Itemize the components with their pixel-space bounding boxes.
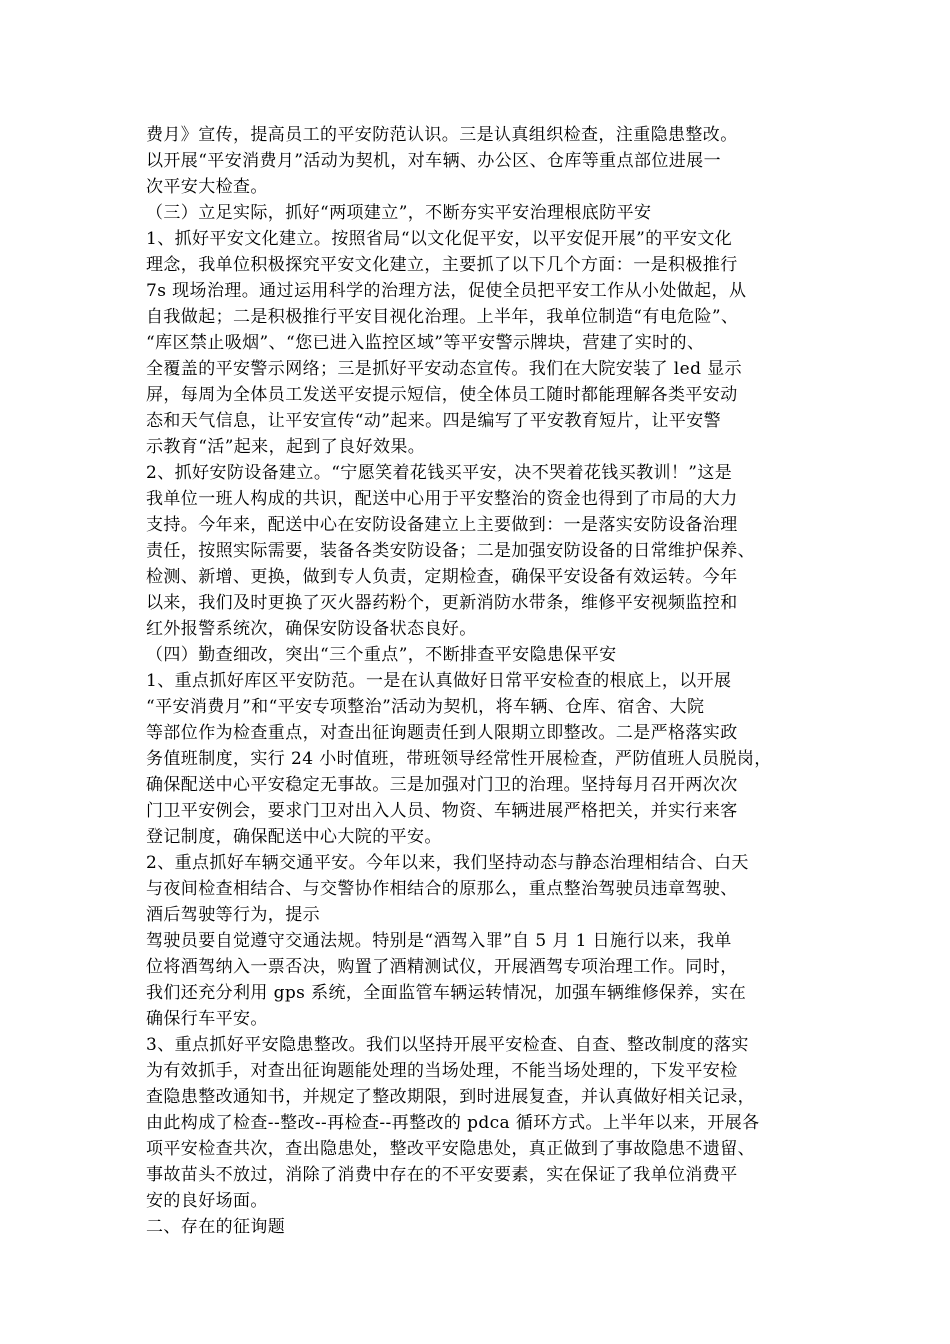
- text-line: 我单位一班人构成的共识，配送中心用于平安整治的资金也得到了市局的大力: [146, 489, 738, 509]
- section-heading: 二、存在的征询题: [146, 1217, 286, 1237]
- text-line: 7s 现场治理。通过运用科学的治理方法，促使全员把平安工作从小处做起，从: [146, 281, 747, 301]
- text-line: 位将酒驾纳入一票否决，购置了酒精测试仪，开展酒驾专项治理工作。同时，: [146, 957, 738, 977]
- text-line: 确保行车平安。: [146, 1009, 268, 1029]
- text-line: 等部位作为检查重点，对查出征询题责任到人限期立即整改。二是严格落实政: [146, 723, 738, 743]
- text-line: 全覆盖的平安警示网络；三是抓好平安动态宣传。我们在大院安装了 led 显示: [146, 359, 742, 379]
- text-line: 3、重点抓好平安隐患整改。我们以坚持开展平安检查、自查、整改制度的落实: [146, 1035, 749, 1055]
- section-heading: （四）勤查细改，突出“三个重点”，不断排查平安隐患保平安: [146, 645, 617, 665]
- text-line: 示教育“活”起来，起到了良好效果。: [146, 437, 426, 457]
- text-line: 以开展“平安消费月”活动为契机，对车辆、办公区、仓库等重点部位进展一: [146, 151, 721, 171]
- text-line: 屏，每周为全体员工发送平安提示短信，使全体员工随时都能理解各类平安动: [146, 385, 738, 405]
- text-line: 确保配送中心平安稳定无事故。三是加强对门卫的治理。坚持每月召开两次次: [146, 775, 738, 795]
- text-line: 登记制度，确保配送中心大院的平安。: [146, 827, 442, 847]
- text-line: 安的良好场面。: [146, 1191, 268, 1211]
- text-line: 1、重点抓好库区平安防范。一是在认真做好日常平安检查的根底上，以开展: [146, 671, 732, 691]
- text-line: 驾驶员要自觉遵守交通法规。特别是“酒驾入罪”自 5 月 1 日施行以来，我单: [146, 931, 732, 951]
- text-line: 务值班制度，实行 24 小时值班，带班领导经常性开展检查，严防值班人员脱岗，: [146, 749, 772, 769]
- text-line: 责任，按照实际需要，装备各类安防设备；二是加强安防设备的日常维护保养、: [146, 541, 755, 561]
- text-line: 以来，我们及时更换了灭火器药粉个，更新消防水带条，维修平安视频监控和: [146, 593, 738, 613]
- text-line: 为有效抓手，对查出征询题能处理的当场处理，不能当场处理的，下发平安检: [146, 1061, 738, 1081]
- text-line: 查隐患整改通知书，并规定了整改期限，到时进展复查，并认真做好相关记录，: [146, 1087, 755, 1107]
- text-line: 理念，我单位积极探究平安文化建立，主要抓了以下几个方面：一是积极推行: [146, 255, 738, 275]
- document-page: [146, 122, 826, 1240]
- text-line: 2、抓好安防设备建立。“宁愿笑着花钱买平安，决不哭着花钱买教训！”这是: [146, 463, 733, 483]
- text-line: “库区禁止吸烟”、“您已进入监控区域”等平安警示牌块，营建了实时的、: [146, 333, 705, 353]
- text-line: 与夜间检查相结合、与交警协作相结合的原那么，重点整治驾驶员违章驾驶、: [146, 879, 738, 899]
- text-line: 事故苗头不放过，消除了消费中存在的不平安要素，实在保证了我单位消费平: [146, 1165, 738, 1185]
- text-line: 态和天气信息，让平安宣传“动”起来。四是编写了平安教育短片，让平安警: [146, 411, 721, 431]
- text-line: 检测、新增、更换，做到专人负责，定期检查，确保平安设备有效运转。今年: [146, 567, 738, 587]
- text-line: 红外报警系统次，确保安防设备状态良好。: [146, 619, 477, 639]
- text-line: 门卫平安例会，要求门卫对出入人员、物资、车辆进展严格把关，并实行来客: [146, 801, 738, 821]
- text-line: 由此构成了检查--整改--再检查--再整改的 pdca 循环方式。上半年以来，开展各: [146, 1113, 760, 1133]
- text-line: 我们还充分利用 gps 系统，全面监管车辆运转情况，加强车辆维修保养，实在: [146, 983, 747, 1003]
- text-line: “平安消费月”和“平安专项整治”活动为契机，将车辆、仓库、宿舍、大院: [146, 697, 705, 717]
- text-line: 2、重点抓好车辆交通平安。今年以来，我们坚持动态与静态治理相结合、白天: [146, 853, 749, 873]
- text-line: 酒后驾驶等行为，提示: [146, 905, 320, 925]
- text-line: 支持。今年来，配送中心在安防设备建立上主要做到：一是落实安防设备治理: [146, 515, 738, 535]
- text-line: 项平安检查共次，查出隐患处，整改平安隐患处，真正做到了事故隐患不遗留、: [146, 1139, 755, 1159]
- text-line: 自我做起；二是积极推行平安目视化治理。上半年，我单位制造“有电危险”、: [146, 307, 739, 327]
- section-heading: （三）立足实际，抓好“两项建立”，不断夯实平安治理根底防平安: [146, 203, 652, 223]
- text-line: 1、抓好平安文化建立。按照省局“以文化促平安，以平安促开展”的平安文化: [146, 229, 733, 249]
- text-line: 费月》宣传，提高员工的平安防范认识。三是认真组织检查，注重隐患整改。: [146, 125, 738, 145]
- text-line: 次平安大检查。: [146, 177, 268, 197]
